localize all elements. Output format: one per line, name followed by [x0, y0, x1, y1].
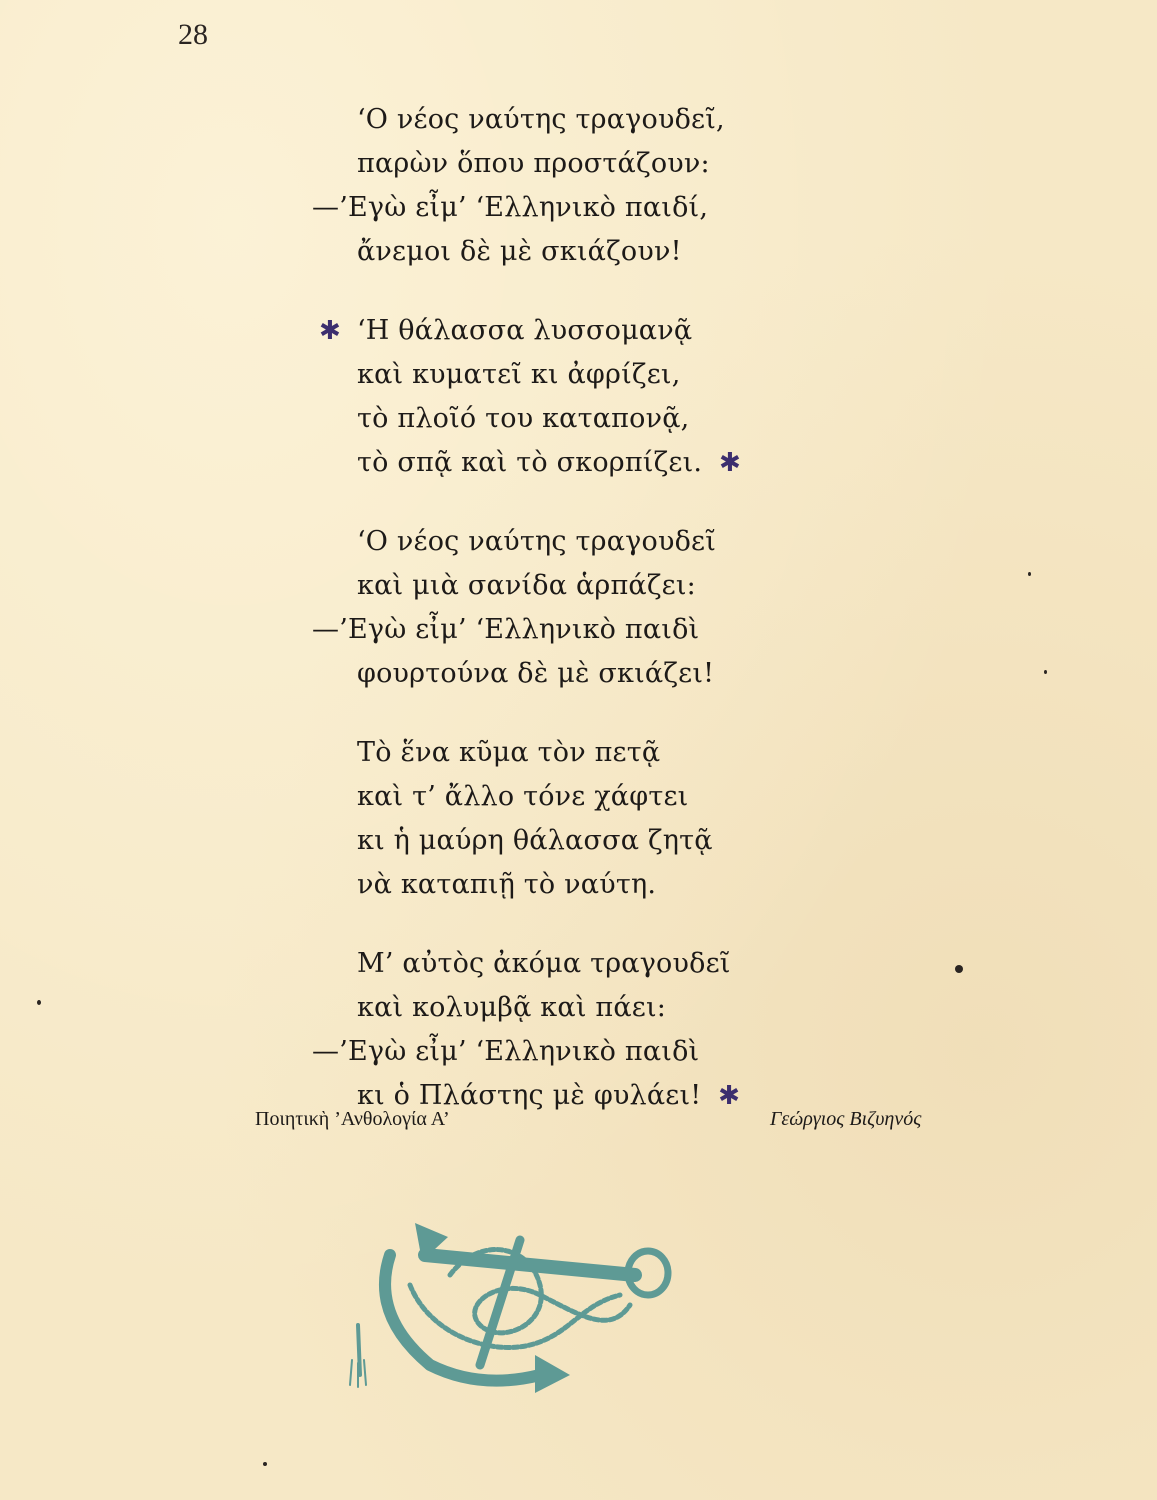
handwritten-star-mark: ✱ [319, 316, 341, 346]
verse-line-marked [319, 309, 877, 353]
stanza-2 [319, 309, 877, 485]
verse-line: —’Εγὼ εἶμ’ ‘Ελληνικὸ παιδὶ [312, 614, 700, 645]
verse-line: φουρτούνα δὲ μὲ σκιάζει! [357, 658, 715, 689]
handwritten-star-mark: ✱ [718, 448, 741, 478]
verse-line: —’Εγὼ εἶμ’ ‘Ελληνικὸ παιδὶ [312, 1036, 700, 1067]
verse-line: Τὸ ἕνα κῦμα τὸν πετᾷ [357, 737, 661, 768]
verse-line: τὸ πλοῖό του καταπονᾷ, [357, 403, 690, 434]
page-number: 28 [178, 18, 208, 51]
stanza-5 [312, 942, 877, 1118]
verse-line: καὶ μιὰ σανίδα ἁρπάζει: [357, 570, 696, 601]
verse-line-text: τὸ σπᾷ καὶ τὸ σκορπίζει. [357, 447, 703, 478]
stanza-3 [312, 520, 877, 696]
verse-line: Μ’ αὐτὸς ἀκόμα τραγουδεῖ [357, 948, 731, 979]
verse-line: παρὼν ὅπου προστάζουν: [357, 148, 710, 179]
verse-line: ‘Ο νέος ναύτης τραγουδεῖ [357, 526, 717, 557]
verse-line: κι ἡ μαύρη θάλασσα ζητᾷ [357, 825, 713, 856]
verse-line: ‘Ο νέος ναύτης τραγουδεῖ, [357, 104, 725, 135]
verse-line: καὶ κυματεῖ κι ἀφρίζει, [357, 359, 681, 390]
verse-line: καὶ κολυμβᾷ καὶ πάει: [357, 992, 667, 1023]
verse-line: νὰ καταπιῇ τὸ ναύτη. [357, 869, 657, 900]
verse-line-marked [357, 441, 877, 485]
handwritten-star-mark: ✱ [718, 1081, 741, 1111]
stanza-1 [312, 98, 877, 274]
anthology-source: Ποιητικὴ ’Ανθολογία Α’ [255, 1108, 450, 1130]
poem-author: Γεώργιος Βιζυηνός [770, 1108, 922, 1130]
stanza-4 [357, 731, 877, 907]
verse-line-text: ‘Η θάλασσα λυσσομανᾷ [357, 315, 693, 346]
verse-line: καὶ τ’ ἄλλο τόνε χάφτει [357, 781, 689, 812]
anchor-with-rope-icon [330, 1215, 690, 1395]
verse-line: ἄνεμοι δὲ μὲ σκιάζουν! [357, 236, 682, 267]
verse-line: —’Εγὼ εἶμ’ ‘Ελληνικὸ παιδί, [312, 192, 709, 223]
verse-line-text: κι ὁ Πλάστης μὲ φυλάει! [357, 1080, 702, 1111]
